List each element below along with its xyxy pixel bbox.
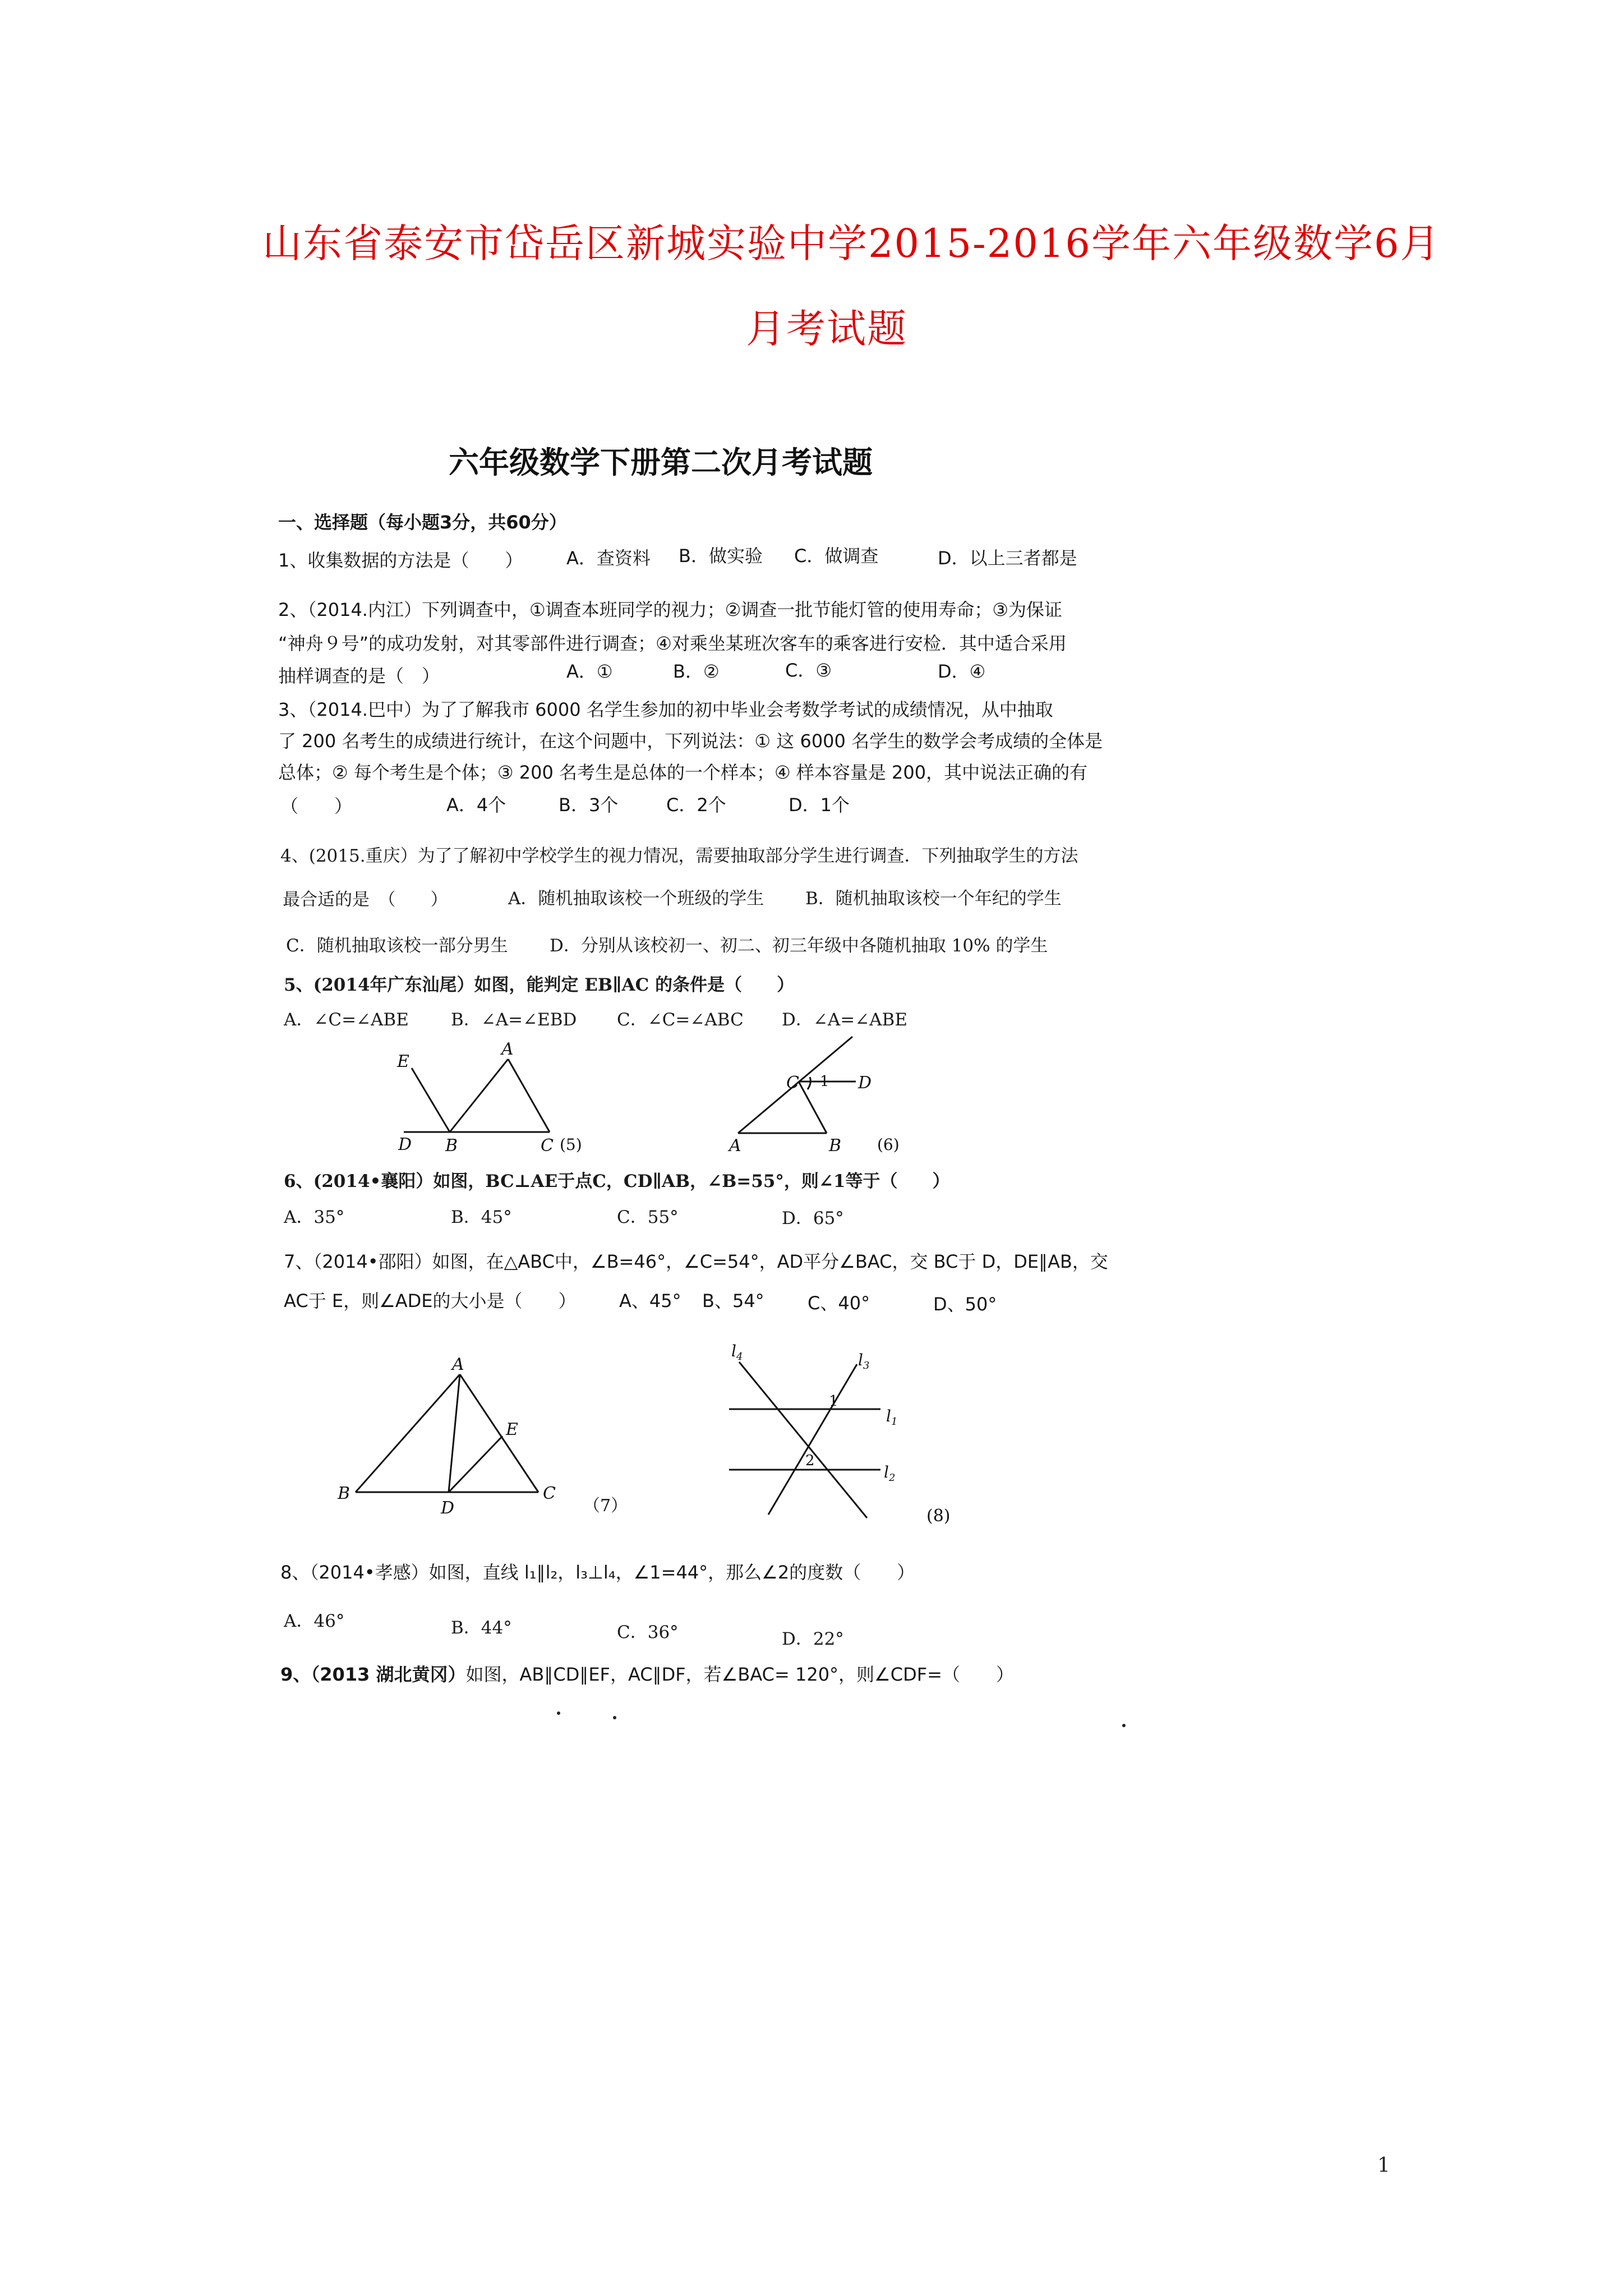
- q5-stem: 5、(2014年广东汕尾）如图，能判定 EB∥AC 的条件是（ ）: [284, 975, 795, 995]
- section-heading: 一、选择题（每小题3分，共60分）: [278, 512, 567, 533]
- document-title-line2: 月考试题: [746, 306, 907, 352]
- q7-option-c: C、40°: [808, 1292, 870, 1314]
- q8-option-a: A．46°: [284, 1611, 345, 1631]
- exam-title: 六年级数学下册第二次月考试题: [449, 445, 873, 480]
- fig7-caption: （7）: [583, 1496, 628, 1516]
- fig5-label-b: B: [445, 1136, 458, 1156]
- q7-option-b: B、54°: [702, 1290, 764, 1312]
- q1-option-b: B．做实验: [679, 545, 763, 567]
- q2-line2: “神舟９号”的成功发射，对其零部件进行调查；④对乘坐某班次客车的乘客进行安检．其中适合采用: [278, 633, 1067, 654]
- fig7-label-b: B: [338, 1484, 351, 1503]
- q3-option-d: D．1个: [789, 794, 850, 816]
- q4-option-b: B．随机抽取该校一个年纪的学生: [805, 889, 1062, 909]
- fig7-label-d: D: [441, 1498, 455, 1518]
- scan-speck: [1122, 1724, 1126, 1727]
- fig8-label-l2: $l_2$: [884, 1463, 896, 1484]
- q7-option-a: A、45°: [619, 1290, 681, 1312]
- document-title-line1: 山东省泰安市岱岳区新城实验中学2015-2016学年六年级数学6月: [262, 220, 1441, 266]
- fig6-caption: (6): [877, 1135, 900, 1154]
- q4-line2: 最合适的是 （ ）: [283, 890, 448, 910]
- fig7-label-c: C: [543, 1484, 556, 1503]
- q5-option-a: A．∠C=∠ABE: [284, 1010, 409, 1030]
- fig6-label-b: B: [829, 1136, 842, 1156]
- q4-option-d: D．分别从该校初一、初二、初三年级中各随机抽取 10% 的学生: [550, 936, 1048, 956]
- q9-stem: [280, 1660, 1014, 1686]
- fig5-label-e: E: [397, 1052, 409, 1071]
- figure-8: [729, 1362, 880, 1518]
- fig5-label-d: D: [398, 1135, 412, 1154]
- q2-line1: 2、（2014.内江）下列调查中，①调查本班同学的视力；②调查一批节能灯管的使用寿命；③为保证: [278, 599, 1063, 620]
- q6-option-c: C．55°: [617, 1207, 679, 1227]
- fig8-angle-2: 2: [805, 1452, 815, 1469]
- fig6-label-c: C: [786, 1073, 799, 1093]
- fig5-caption: (5): [560, 1135, 582, 1154]
- q3-option-c: C．2个: [666, 794, 726, 816]
- fig5-label-c: C: [541, 1136, 554, 1156]
- q4-option-c: C．随机抽取该校一部分男生: [286, 936, 508, 956]
- fig6-label-a: A: [729, 1136, 741, 1156]
- fig5-label-a: A: [501, 1039, 514, 1059]
- q1-option-a: A．查资料: [566, 547, 651, 569]
- q5-option-b: B．∠A=∠EBD: [451, 1010, 577, 1030]
- fig6-label-d: D: [858, 1073, 872, 1093]
- q8-option-b: B．44°: [451, 1618, 512, 1638]
- q2-option-a: A．①: [566, 661, 613, 682]
- fig8-label-l1: $l_1$: [886, 1407, 898, 1428]
- q3-line3: 总体；② 每个考生是个体；③ 200 名考生是总体的一个样本；④ 样本容量是 200，其中说法正确的有: [278, 762, 1088, 783]
- q2-option-d: D．④: [938, 661, 986, 682]
- q1-option-c: C．做调查: [794, 545, 879, 567]
- fig6-angle-1: 1: [820, 1073, 829, 1090]
- q7-line1: 7、（2014•邵阳）如图，在△ABC中，∠B=46°，∠C=54°，AD平分∠BAC，交 BC于 D，DE∥AB，交: [284, 1251, 1108, 1272]
- q6-option-a: A．35°: [284, 1207, 345, 1227]
- fig7-label-e: E: [506, 1420, 518, 1439]
- fig8-label-l3: $l_3$: [858, 1351, 870, 1372]
- q4-option-a: A．随机抽取该校一个班级的学生: [508, 889, 764, 909]
- q3-option-b: B．3个: [559, 794, 619, 816]
- fig8-caption: (8): [926, 1506, 951, 1526]
- q8-option-d: D．22°: [782, 1629, 844, 1649]
- q1-stem: 1、收集数据的方法是（ ）: [278, 550, 523, 571]
- figure-5: [404, 1059, 550, 1132]
- q6-stem: 6、(2014•襄阳）如图，BC⊥AE于点C，CD∥AB，∠B=55°，则∠1等于（ ）: [284, 1171, 950, 1191]
- q9-text: 如图，AB∥CD∥EF，AC∥DF，若∠BAC= 120°，则∠CDF=（ ）: [465, 1664, 1014, 1685]
- q9-number: 9、: [280, 1664, 311, 1685]
- q3-line1: 3、（2014.巴中）为了了解我市 6000 名学生参加的初中毕业会考数学考试的成绩情况，从中抽取: [278, 699, 1053, 720]
- q2-line3: 抽样调查的是（ ）: [278, 665, 440, 687]
- q5-option-c: C．∠C=∠ABC: [617, 1010, 744, 1030]
- q1-option-d: D．以上三者都是: [938, 547, 1077, 569]
- q3-answer-paren: （ ）: [280, 795, 353, 817]
- fig8-label-l4: $l_4$: [731, 1342, 743, 1363]
- q2-option-b: B．②: [673, 661, 720, 682]
- q6-option-d: D．65°: [782, 1208, 844, 1228]
- page-number: 1: [1377, 2154, 1390, 2177]
- q4-line1: 4、(2015.重庆）为了了解初中学校学生的视力情况，需要抽取部分学生进行调查．下列抽取学生的方法: [280, 846, 1078, 866]
- fig7-label-a: A: [452, 1355, 464, 1374]
- q9-source: （2013 湖北黄冈）: [311, 1664, 466, 1685]
- q8-stem: 8、（2014•孝感）如图，直线 l₁∥l₂，l₃⊥l₄，∠1=44°，那么∠2的度数（ ）: [280, 1562, 915, 1583]
- scan-speck: [557, 1711, 560, 1715]
- q8-option-c: C．36°: [617, 1622, 679, 1642]
- q2-option-c: C．③: [785, 660, 832, 681]
- q5-option-d: D．∠A=∠ABE: [782, 1010, 907, 1030]
- q3-option-a: A．4个: [446, 794, 506, 816]
- q7-line2: AC于 E，则∠ADE的大小是（ ）: [284, 1290, 577, 1312]
- scan-speck: [613, 1716, 616, 1719]
- q6-option-b: B．45°: [451, 1207, 512, 1227]
- q3-line2: 了 200 名考生的成绩进行统计，在这个问题中，下列说法：① 这 6000 名学生的数学会考成绩的全体是: [278, 730, 1103, 752]
- q7-option-d: D、50°: [933, 1294, 997, 1315]
- fig8-angle-1: 1: [829, 1393, 838, 1410]
